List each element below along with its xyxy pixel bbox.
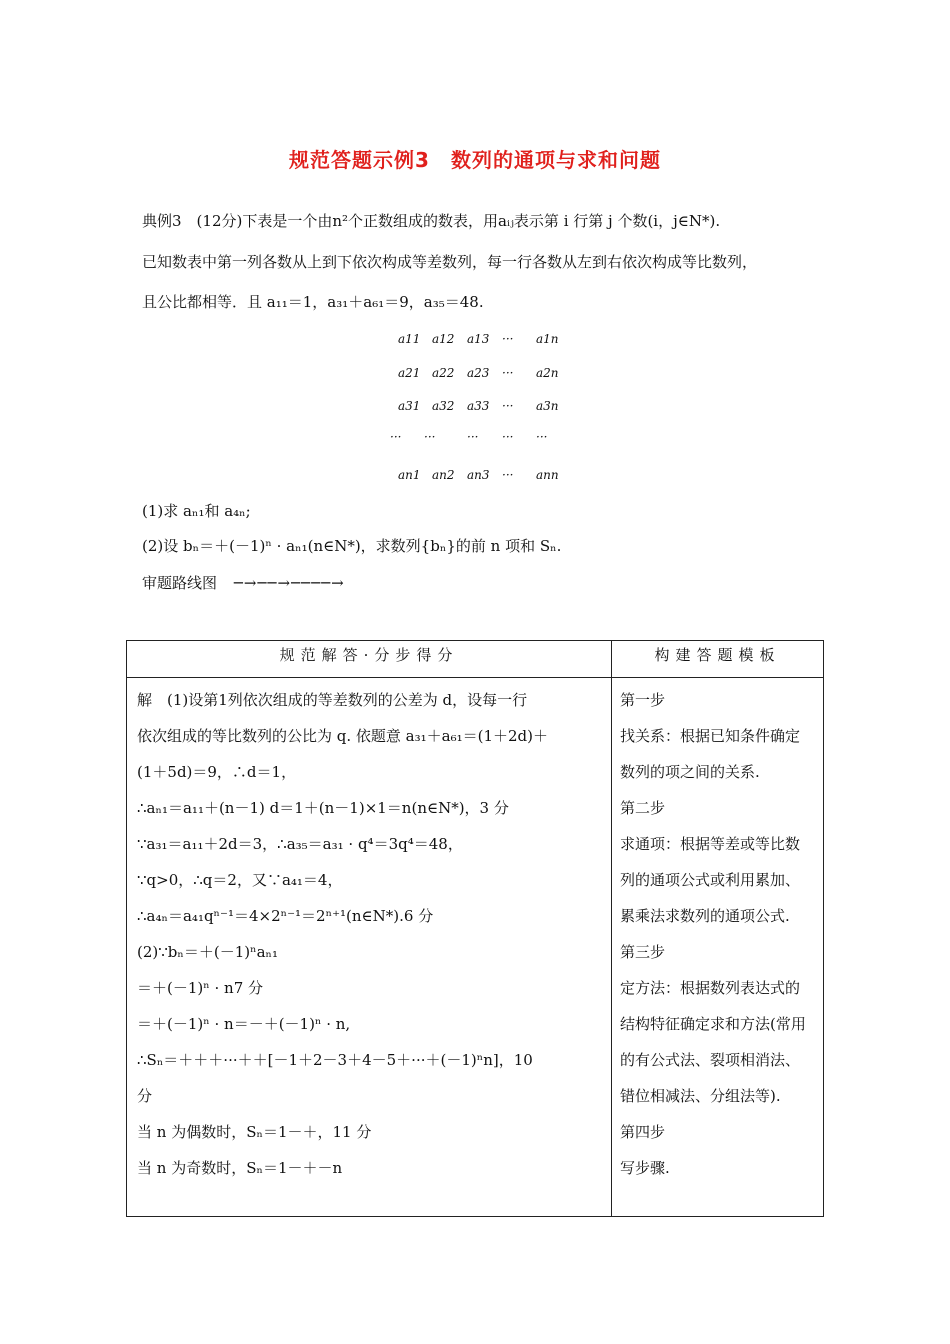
solution-line: ∴Sₙ＝＋＋＋···＋＋[－1＋2－3＋4－5＋···＋(－1)ⁿn]，10 — [137, 1051, 533, 1069]
template-line: 第二步 — [620, 799, 666, 817]
template-line: 写步骤. — [620, 1159, 670, 1177]
matrix-cell: ··· — [536, 430, 548, 444]
matrix-cell: ··· — [502, 366, 514, 380]
template-line: 第一步 — [620, 691, 666, 709]
solution-line: ＝＋(－1)ⁿ · n7 分 — [137, 979, 264, 997]
template-line: 累乘法求数列的通项公式. — [620, 907, 790, 925]
template-line: 定方法：根据数列表达式的 — [620, 979, 801, 997]
matrix-cell: an2 — [432, 468, 455, 482]
problem-line-2: 已知数表中第一列各数从上到下依次构成等差数列，每一行各数从左到右依次构成等比数列， — [142, 253, 758, 271]
template-line: 列的通项公式或利用累加、 — [620, 871, 801, 889]
roadmap-arrows: ─→──→────→ — [233, 574, 345, 592]
matrix-cell: ··· — [390, 430, 402, 444]
solution-line: 解 (1)设第1列依次组成的等差数列的公差为 d，设每一行 — [137, 691, 528, 709]
template-line: 错位相减法、分组法等). — [620, 1087, 781, 1105]
solution-line: ∵q>0，∴q＝2，又∵a₄₁＝4， — [137, 871, 343, 889]
page-title: 规范答题示例3 数列的通项与求和问题 — [289, 148, 661, 172]
matrix-cell: a2n — [536, 366, 559, 380]
template-line: 求通项：根据等差或等比数 — [620, 835, 801, 853]
question-2: (2)设 bₙ＝＋(－1)ⁿ · aₙ₁(n∈N*)，求数列{bₙ}的前 n 项和 Sₙ. — [142, 537, 562, 555]
solution-line: ＝＋(－1)ⁿ · n＝－＋(－1)ⁿ · n, — [137, 1015, 351, 1033]
matrix-cell: a33 — [467, 399, 490, 413]
solution-line: ∴a₄ₙ＝a₄₁qⁿ⁻¹＝4×2ⁿ⁻¹＝2ⁿ⁺¹(n∈N*).6 分 — [137, 907, 434, 925]
template-line: 数列的项之间的关系. — [620, 763, 760, 781]
solution-line: (2)∵bₙ＝＋(－1)ⁿaₙ₁ — [137, 943, 279, 961]
solution-table — [126, 640, 824, 1217]
matrix-cell: a31 — [398, 399, 421, 413]
matrix-cell: a12 — [432, 332, 455, 346]
solution-column — [127, 678, 612, 1217]
matrix-cell: a3n — [536, 399, 559, 413]
template-line: 第四步 — [620, 1123, 666, 1141]
matrix-cell: ··· — [502, 332, 514, 346]
matrix-cell: a21 — [398, 366, 421, 380]
matrix-cell: a23 — [467, 366, 490, 380]
matrix-cell: ··· — [424, 430, 436, 444]
matrix-cell: a13 — [467, 332, 490, 346]
matrix-cell: an3 — [467, 468, 490, 482]
roadmap — [142, 572, 345, 593]
matrix-cell: ··· — [502, 430, 514, 444]
template-line: 第三步 — [620, 943, 666, 961]
solution-line: 当 n 为偶数时，Sₙ＝1－＋，11 分 — [137, 1123, 372, 1141]
matrix-cell: ann — [536, 468, 559, 482]
matrix-cell: a22 — [432, 366, 455, 380]
matrix-cell: ··· — [502, 399, 514, 413]
roadmap-label: 审题路线图 — [142, 574, 218, 592]
problem-line-3: 且公比都相等．且 a₁₁＝1，a₃₁＋a₆₁＝9，a₃₅＝48. — [142, 293, 484, 311]
solution-line: (1＋5d)＝9，∴d＝1， — [137, 763, 297, 781]
template-line: 找关系：根据已知条件确定 — [620, 727, 801, 745]
matrix-cell: a11 — [398, 332, 421, 346]
template-line: 结构特征确定求和方法(常用 — [620, 1015, 806, 1033]
matrix-cell: ··· — [467, 430, 479, 444]
problem-line-1: 典例3 (12分)下表是一个由n²个正数组成的数表，用aᵢⱼ表示第 i 行第 j 个数(i，j∈N*). — [142, 212, 721, 230]
matrix-cell: a32 — [432, 399, 455, 413]
header-template: 构建答题模板 — [612, 641, 824, 678]
solution-line: ∴aₙ₁＝a₁₁＋(n－1) d＝1＋(n－1)×1＝n(n∈N*)，3 分 — [137, 799, 509, 817]
matrix-cell: a1n — [536, 332, 559, 346]
solution-line: 分 — [137, 1087, 153, 1105]
header-solution: 规范解答·分步得分 — [127, 641, 612, 678]
matrix-cell: an1 — [398, 468, 421, 482]
template-line: 的有公式法、裂项相消法、 — [620, 1051, 801, 1069]
solution-line: ∵a₃₁＝a₁₁＋2d＝3，∴a₃₅＝a₃₁ · q⁴＝3q⁴＝48， — [137, 835, 463, 853]
matrix-cell: ··· — [502, 468, 514, 482]
question-1: (1)求 aₙ₁和 a₄ₙ; — [142, 502, 251, 520]
template-column — [612, 678, 824, 1217]
solution-line: 当 n 为奇数时，Sₙ＝1－＋－n — [137, 1159, 343, 1177]
solution-line: 依次组成的等比数列的公比为 q. 依题意 a₃₁＋a₆₁＝(1＋2d)＋ — [137, 727, 549, 745]
